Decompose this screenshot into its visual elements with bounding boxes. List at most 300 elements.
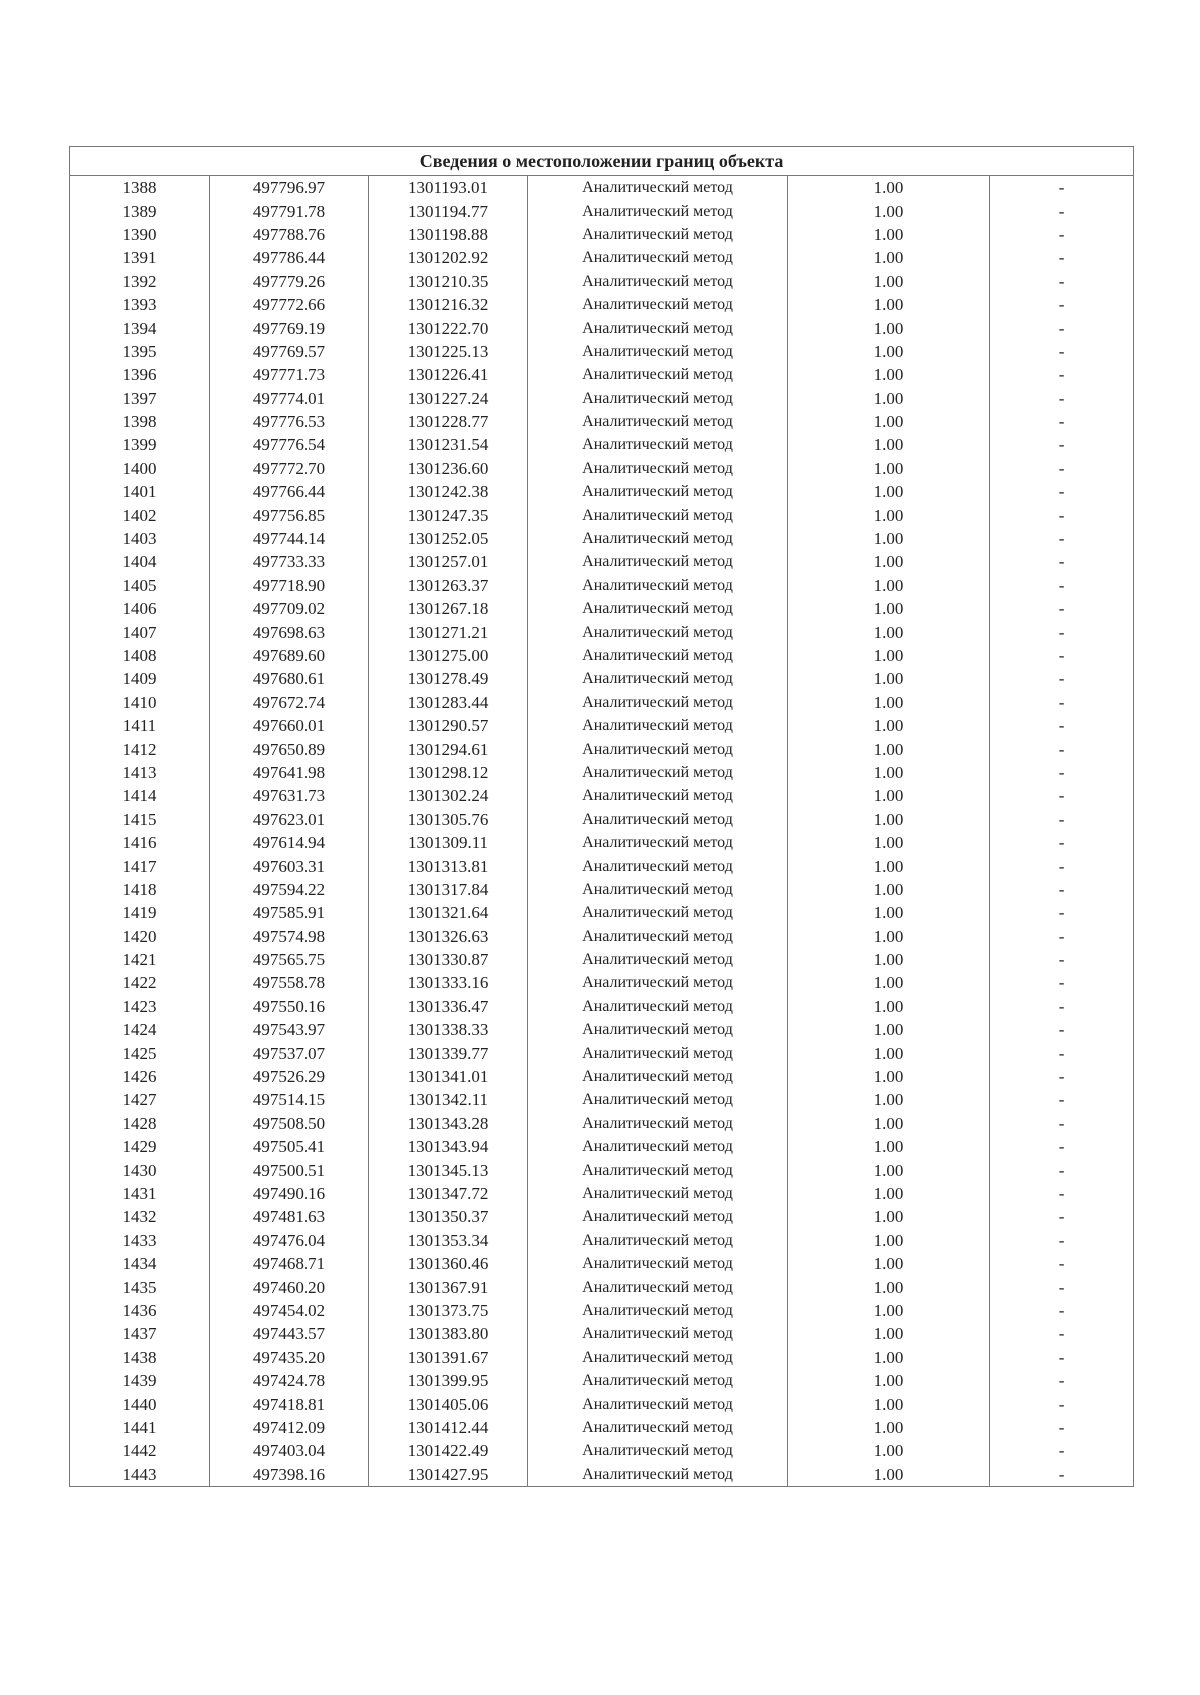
cell-point-number: 1440 bbox=[70, 1392, 210, 1415]
cell-coord-x: 497709.02 bbox=[210, 597, 369, 620]
cell-note: - bbox=[990, 293, 1134, 316]
cell-accuracy: 1.00 bbox=[788, 480, 990, 503]
cell-coord-x: 497774.01 bbox=[210, 387, 369, 410]
table-body bbox=[70, 176, 1134, 1487]
cell-point-number: 1411 bbox=[70, 714, 210, 737]
cell-coord-x: 497418.81 bbox=[210, 1392, 369, 1415]
cell-coord-x: 497791.78 bbox=[210, 199, 369, 222]
cell-accuracy: 1.00 bbox=[788, 878, 990, 901]
cell-coord-y: 1301391.67 bbox=[369, 1346, 528, 1369]
cell-coord-x: 497776.53 bbox=[210, 410, 369, 433]
cell-coord-x: 497672.74 bbox=[210, 691, 369, 714]
cell-note: - bbox=[990, 433, 1134, 456]
cell-point-number: 1443 bbox=[70, 1462, 210, 1486]
cell-point-number: 1389 bbox=[70, 199, 210, 222]
cell-coord-y: 1301412.44 bbox=[369, 1416, 528, 1439]
table-row bbox=[70, 1182, 1134, 1205]
cell-accuracy: 1.00 bbox=[788, 433, 990, 456]
cell-note: - bbox=[990, 1346, 1134, 1369]
cell-note: - bbox=[990, 714, 1134, 737]
cell-method: Аналитический метод bbox=[528, 246, 788, 269]
table-title: Сведения о местоположении границ объекта bbox=[70, 147, 1134, 176]
cell-accuracy: 1.00 bbox=[788, 691, 990, 714]
cell-accuracy: 1.00 bbox=[788, 1416, 990, 1439]
cell-coord-x: 497594.22 bbox=[210, 878, 369, 901]
cell-coord-x: 497680.61 bbox=[210, 667, 369, 690]
cell-accuracy: 1.00 bbox=[788, 901, 990, 924]
table-row bbox=[70, 433, 1134, 456]
cell-point-number: 1406 bbox=[70, 597, 210, 620]
cell-point-number: 1399 bbox=[70, 433, 210, 456]
table-row bbox=[70, 199, 1134, 222]
cell-accuracy: 1.00 bbox=[788, 550, 990, 573]
cell-point-number: 1400 bbox=[70, 457, 210, 480]
cell-accuracy: 1.00 bbox=[788, 995, 990, 1018]
table-row bbox=[70, 550, 1134, 573]
table-row bbox=[70, 667, 1134, 690]
cell-coord-y: 1301225.13 bbox=[369, 340, 528, 363]
table-row bbox=[70, 925, 1134, 948]
cell-note: - bbox=[990, 1392, 1134, 1415]
table-row bbox=[70, 1439, 1134, 1462]
cell-coord-x: 497788.76 bbox=[210, 223, 369, 246]
table-row bbox=[70, 176, 1134, 200]
cell-accuracy: 1.00 bbox=[788, 667, 990, 690]
cell-point-number: 1420 bbox=[70, 925, 210, 948]
cell-accuracy: 1.00 bbox=[788, 1275, 990, 1298]
cell-coord-y: 1301198.88 bbox=[369, 223, 528, 246]
cell-coord-y: 1301405.06 bbox=[369, 1392, 528, 1415]
table-row bbox=[70, 363, 1134, 386]
cell-point-number: 1441 bbox=[70, 1416, 210, 1439]
cell-note: - bbox=[990, 480, 1134, 503]
table-row bbox=[70, 1416, 1134, 1439]
cell-point-number: 1413 bbox=[70, 761, 210, 784]
cell-point-number: 1408 bbox=[70, 644, 210, 667]
cell-method: Аналитический метод bbox=[528, 667, 788, 690]
cell-coord-y: 1301257.01 bbox=[369, 550, 528, 573]
cell-accuracy: 1.00 bbox=[788, 1182, 990, 1205]
cell-coord-y: 1301226.41 bbox=[369, 363, 528, 386]
cell-accuracy: 1.00 bbox=[788, 199, 990, 222]
cell-method: Аналитический метод bbox=[528, 1112, 788, 1135]
cell-coord-x: 497490.16 bbox=[210, 1182, 369, 1205]
cell-coord-x: 497505.41 bbox=[210, 1135, 369, 1158]
cell-accuracy: 1.00 bbox=[788, 644, 990, 667]
table-row bbox=[70, 293, 1134, 316]
cell-accuracy: 1.00 bbox=[788, 1346, 990, 1369]
cell-accuracy: 1.00 bbox=[788, 1462, 990, 1486]
table-row bbox=[70, 1229, 1134, 1252]
cell-note: - bbox=[990, 199, 1134, 222]
cell-coord-y: 1301278.49 bbox=[369, 667, 528, 690]
cell-accuracy: 1.00 bbox=[788, 714, 990, 737]
table-row bbox=[70, 1462, 1134, 1486]
cell-accuracy: 1.00 bbox=[788, 1252, 990, 1275]
table-row bbox=[70, 620, 1134, 643]
table-row bbox=[70, 1275, 1134, 1298]
cell-coord-x: 497744.14 bbox=[210, 527, 369, 550]
cell-note: - bbox=[990, 1088, 1134, 1111]
cell-point-number: 1396 bbox=[70, 363, 210, 386]
cell-coord-y: 1301383.80 bbox=[369, 1322, 528, 1345]
cell-note: - bbox=[990, 316, 1134, 339]
cell-point-number: 1418 bbox=[70, 878, 210, 901]
cell-coord-x: 497424.78 bbox=[210, 1369, 369, 1392]
cell-accuracy: 1.00 bbox=[788, 597, 990, 620]
table-row bbox=[70, 878, 1134, 901]
cell-point-number: 1438 bbox=[70, 1346, 210, 1369]
cell-coord-x: 497550.16 bbox=[210, 995, 369, 1018]
cell-coord-y: 1301350.37 bbox=[369, 1205, 528, 1228]
table-row bbox=[70, 316, 1134, 339]
cell-point-number: 1401 bbox=[70, 480, 210, 503]
table-row bbox=[70, 1088, 1134, 1111]
cell-accuracy: 1.00 bbox=[788, 457, 990, 480]
cell-method: Аналитический метод bbox=[528, 316, 788, 339]
cell-method: Аналитический метод bbox=[528, 831, 788, 854]
cell-coord-x: 497398.16 bbox=[210, 1462, 369, 1486]
cell-note: - bbox=[990, 1158, 1134, 1181]
table-row bbox=[70, 270, 1134, 293]
table-row bbox=[70, 784, 1134, 807]
cell-accuracy: 1.00 bbox=[788, 574, 990, 597]
cell-note: - bbox=[990, 737, 1134, 760]
cell-point-number: 1390 bbox=[70, 223, 210, 246]
cell-coord-y: 1301305.76 bbox=[369, 808, 528, 831]
cell-accuracy: 1.00 bbox=[788, 270, 990, 293]
cell-note: - bbox=[990, 995, 1134, 1018]
cell-note: - bbox=[990, 620, 1134, 643]
cell-method: Аналитический метод bbox=[528, 176, 788, 200]
cell-accuracy: 1.00 bbox=[788, 1392, 990, 1415]
cell-accuracy: 1.00 bbox=[788, 1041, 990, 1064]
cell-point-number: 1391 bbox=[70, 246, 210, 269]
cell-note: - bbox=[990, 1018, 1134, 1041]
cell-method: Аналитический метод bbox=[528, 480, 788, 503]
cell-method: Аналитический метод bbox=[528, 293, 788, 316]
cell-method: Аналитический метод bbox=[528, 363, 788, 386]
table-row bbox=[70, 1346, 1134, 1369]
cell-note: - bbox=[990, 1065, 1134, 1088]
cell-note: - bbox=[990, 1229, 1134, 1252]
table-row bbox=[70, 1252, 1134, 1275]
cell-point-number: 1410 bbox=[70, 691, 210, 714]
cell-note: - bbox=[990, 784, 1134, 807]
cell-point-number: 1421 bbox=[70, 948, 210, 971]
table-row bbox=[70, 1041, 1134, 1064]
cell-coord-y: 1301298.12 bbox=[369, 761, 528, 784]
table-row bbox=[70, 527, 1134, 550]
cell-accuracy: 1.00 bbox=[788, 784, 990, 807]
cell-point-number: 1407 bbox=[70, 620, 210, 643]
cell-accuracy: 1.00 bbox=[788, 503, 990, 526]
cell-method: Аналитический метод bbox=[528, 737, 788, 760]
cell-coord-x: 497403.04 bbox=[210, 1439, 369, 1462]
cell-point-number: 1417 bbox=[70, 854, 210, 877]
cell-coord-y: 1301360.46 bbox=[369, 1252, 528, 1275]
cell-point-number: 1434 bbox=[70, 1252, 210, 1275]
cell-point-number: 1392 bbox=[70, 270, 210, 293]
cell-method: Аналитический метод bbox=[528, 1252, 788, 1275]
table-row bbox=[70, 410, 1134, 433]
cell-coord-x: 497786.44 bbox=[210, 246, 369, 269]
cell-note: - bbox=[990, 270, 1134, 293]
cell-coord-y: 1301317.84 bbox=[369, 878, 528, 901]
cell-note: - bbox=[990, 1462, 1134, 1486]
cell-accuracy: 1.00 bbox=[788, 1205, 990, 1228]
cell-accuracy: 1.00 bbox=[788, 737, 990, 760]
cell-method: Аналитический метод bbox=[528, 1088, 788, 1111]
cell-coord-y: 1301283.44 bbox=[369, 691, 528, 714]
cell-note: - bbox=[990, 387, 1134, 410]
cell-point-number: 1412 bbox=[70, 737, 210, 760]
cell-method: Аналитический метод bbox=[528, 1392, 788, 1415]
cell-point-number: 1432 bbox=[70, 1205, 210, 1228]
cell-method: Аналитический метод bbox=[528, 901, 788, 924]
cell-method: Аналитический метод bbox=[528, 1065, 788, 1088]
cell-coord-y: 1301321.64 bbox=[369, 901, 528, 924]
cell-point-number: 1393 bbox=[70, 293, 210, 316]
table-row bbox=[70, 387, 1134, 410]
cell-coord-x: 497660.01 bbox=[210, 714, 369, 737]
cell-accuracy: 1.00 bbox=[788, 316, 990, 339]
cell-coord-y: 1301343.28 bbox=[369, 1112, 528, 1135]
cell-note: - bbox=[990, 1439, 1134, 1462]
cell-point-number: 1428 bbox=[70, 1112, 210, 1135]
cell-note: - bbox=[990, 223, 1134, 246]
cell-point-number: 1429 bbox=[70, 1135, 210, 1158]
cell-point-number: 1426 bbox=[70, 1065, 210, 1088]
cell-note: - bbox=[990, 691, 1134, 714]
cell-note: - bbox=[990, 1182, 1134, 1205]
cell-accuracy: 1.00 bbox=[788, 387, 990, 410]
cell-accuracy: 1.00 bbox=[788, 410, 990, 433]
table-row bbox=[70, 854, 1134, 877]
cell-point-number: 1433 bbox=[70, 1229, 210, 1252]
table-row bbox=[70, 597, 1134, 620]
table-row bbox=[70, 1205, 1134, 1228]
cell-coord-x: 497698.63 bbox=[210, 620, 369, 643]
cell-coord-x: 497766.44 bbox=[210, 480, 369, 503]
cell-coord-x: 497558.78 bbox=[210, 971, 369, 994]
cell-point-number: 1424 bbox=[70, 1018, 210, 1041]
cell-note: - bbox=[990, 667, 1134, 690]
table-row bbox=[70, 831, 1134, 854]
cell-note: - bbox=[990, 503, 1134, 526]
cell-coord-y: 1301330.87 bbox=[369, 948, 528, 971]
cell-method: Аналитический метод bbox=[528, 784, 788, 807]
cell-note: - bbox=[990, 761, 1134, 784]
boundary-table bbox=[69, 146, 1134, 1487]
cell-note: - bbox=[990, 878, 1134, 901]
table-row bbox=[70, 1112, 1134, 1135]
table-title-row bbox=[70, 147, 1134, 176]
cell-method: Аналитический метод bbox=[528, 714, 788, 737]
table-row bbox=[70, 1018, 1134, 1041]
cell-coord-x: 497543.97 bbox=[210, 1018, 369, 1041]
cell-point-number: 1430 bbox=[70, 1158, 210, 1181]
cell-coord-x: 497776.54 bbox=[210, 433, 369, 456]
cell-coord-y: 1301353.34 bbox=[369, 1229, 528, 1252]
cell-point-number: 1394 bbox=[70, 316, 210, 339]
cell-note: - bbox=[990, 527, 1134, 550]
cell-note: - bbox=[990, 363, 1134, 386]
cell-point-number: 1436 bbox=[70, 1299, 210, 1322]
cell-accuracy: 1.00 bbox=[788, 761, 990, 784]
cell-coord-y: 1301427.95 bbox=[369, 1462, 528, 1486]
table-row bbox=[70, 1392, 1134, 1415]
cell-point-number: 1437 bbox=[70, 1322, 210, 1345]
cell-coord-y: 1301231.54 bbox=[369, 433, 528, 456]
cell-note: - bbox=[990, 1135, 1134, 1158]
cell-method: Аналитический метод bbox=[528, 433, 788, 456]
cell-method: Аналитический метод bbox=[528, 457, 788, 480]
cell-method: Аналитический метод bbox=[528, 1229, 788, 1252]
cell-method: Аналитический метод bbox=[528, 410, 788, 433]
cell-note: - bbox=[990, 1299, 1134, 1322]
cell-coord-y: 1301242.38 bbox=[369, 480, 528, 503]
cell-coord-y: 1301193.01 bbox=[369, 176, 528, 200]
cell-coord-y: 1301313.81 bbox=[369, 854, 528, 877]
cell-coord-x: 497772.70 bbox=[210, 457, 369, 480]
table-row bbox=[70, 644, 1134, 667]
cell-point-number: 1416 bbox=[70, 831, 210, 854]
cell-method: Аналитический метод bbox=[528, 948, 788, 971]
cell-method: Аналитический метод bbox=[528, 1158, 788, 1181]
cell-point-number: 1422 bbox=[70, 971, 210, 994]
cell-coord-y: 1301294.61 bbox=[369, 737, 528, 760]
cell-note: - bbox=[990, 1112, 1134, 1135]
cell-accuracy: 1.00 bbox=[788, 1369, 990, 1392]
cell-note: - bbox=[990, 1369, 1134, 1392]
cell-coord-y: 1301290.57 bbox=[369, 714, 528, 737]
table-row bbox=[70, 1065, 1134, 1088]
cell-accuracy: 1.00 bbox=[788, 340, 990, 363]
cell-point-number: 1442 bbox=[70, 1439, 210, 1462]
cell-coord-x: 497772.66 bbox=[210, 293, 369, 316]
cell-method: Аналитический метод bbox=[528, 1205, 788, 1228]
cell-coord-y: 1301309.11 bbox=[369, 831, 528, 854]
cell-coord-y: 1301343.94 bbox=[369, 1135, 528, 1158]
cell-method: Аналитический метод bbox=[528, 1182, 788, 1205]
cell-method: Аналитический метод bbox=[528, 854, 788, 877]
cell-note: - bbox=[990, 597, 1134, 620]
cell-accuracy: 1.00 bbox=[788, 1322, 990, 1345]
table-row bbox=[70, 1369, 1134, 1392]
cell-coord-y: 1301252.05 bbox=[369, 527, 528, 550]
cell-method: Аналитический метод bbox=[528, 387, 788, 410]
cell-accuracy: 1.00 bbox=[788, 363, 990, 386]
cell-coord-y: 1301222.70 bbox=[369, 316, 528, 339]
cell-coord-x: 497718.90 bbox=[210, 574, 369, 597]
cell-coord-y: 1301422.49 bbox=[369, 1439, 528, 1462]
table-row bbox=[70, 808, 1134, 831]
cell-coord-y: 1301347.72 bbox=[369, 1182, 528, 1205]
cell-coord-y: 1301373.75 bbox=[369, 1299, 528, 1322]
table-row bbox=[70, 503, 1134, 526]
cell-note: - bbox=[990, 831, 1134, 854]
cell-method: Аналитический метод bbox=[528, 995, 788, 1018]
cell-coord-x: 497769.19 bbox=[210, 316, 369, 339]
cell-coord-x: 497565.75 bbox=[210, 948, 369, 971]
cell-coord-x: 497756.85 bbox=[210, 503, 369, 526]
cell-coord-y: 1301202.92 bbox=[369, 246, 528, 269]
cell-coord-x: 497454.02 bbox=[210, 1299, 369, 1322]
table-row bbox=[70, 1158, 1134, 1181]
cell-point-number: 1405 bbox=[70, 574, 210, 597]
cell-point-number: 1395 bbox=[70, 340, 210, 363]
cell-accuracy: 1.00 bbox=[788, 527, 990, 550]
cell-note: - bbox=[990, 550, 1134, 573]
cell-coord-x: 497614.94 bbox=[210, 831, 369, 854]
cell-point-number: 1431 bbox=[70, 1182, 210, 1205]
cell-method: Аналитический метод bbox=[528, 574, 788, 597]
cell-note: - bbox=[990, 925, 1134, 948]
cell-coord-y: 1301247.35 bbox=[369, 503, 528, 526]
cell-method: Аналитический метод bbox=[528, 1369, 788, 1392]
cell-accuracy: 1.00 bbox=[788, 176, 990, 200]
cell-method: Аналитический метод bbox=[528, 223, 788, 246]
cell-method: Аналитический метод bbox=[528, 1275, 788, 1298]
table-row bbox=[70, 457, 1134, 480]
cell-point-number: 1435 bbox=[70, 1275, 210, 1298]
cell-accuracy: 1.00 bbox=[788, 925, 990, 948]
cell-coord-x: 497468.71 bbox=[210, 1252, 369, 1275]
cell-coord-y: 1301263.37 bbox=[369, 574, 528, 597]
cell-accuracy: 1.00 bbox=[788, 1065, 990, 1088]
cell-method: Аналитический метод bbox=[528, 644, 788, 667]
cell-accuracy: 1.00 bbox=[788, 1158, 990, 1181]
cell-point-number: 1427 bbox=[70, 1088, 210, 1111]
cell-note: - bbox=[990, 1041, 1134, 1064]
cell-accuracy: 1.00 bbox=[788, 1299, 990, 1322]
cell-coord-y: 1301341.01 bbox=[369, 1065, 528, 1088]
cell-coord-x: 497514.15 bbox=[210, 1088, 369, 1111]
table-row bbox=[70, 971, 1134, 994]
cell-accuracy: 1.00 bbox=[788, 620, 990, 643]
cell-coord-y: 1301367.91 bbox=[369, 1275, 528, 1298]
cell-point-number: 1415 bbox=[70, 808, 210, 831]
cell-coord-y: 1301302.24 bbox=[369, 784, 528, 807]
cell-coord-x: 497585.91 bbox=[210, 901, 369, 924]
cell-coord-y: 1301228.77 bbox=[369, 410, 528, 433]
cell-coord-y: 1301399.95 bbox=[369, 1369, 528, 1392]
cell-accuracy: 1.00 bbox=[788, 948, 990, 971]
table-row bbox=[70, 901, 1134, 924]
cell-coord-x: 497623.01 bbox=[210, 808, 369, 831]
cell-coord-x: 497769.57 bbox=[210, 340, 369, 363]
cell-note: - bbox=[990, 410, 1134, 433]
cell-coord-x: 497435.20 bbox=[210, 1346, 369, 1369]
cell-method: Аналитический метод bbox=[528, 503, 788, 526]
cell-coord-y: 1301333.16 bbox=[369, 971, 528, 994]
cell-note: - bbox=[990, 176, 1134, 200]
cell-accuracy: 1.00 bbox=[788, 1018, 990, 1041]
cell-point-number: 1404 bbox=[70, 550, 210, 573]
cell-method: Аналитический метод bbox=[528, 1439, 788, 1462]
cell-coord-y: 1301267.18 bbox=[369, 597, 528, 620]
cell-method: Аналитический метод bbox=[528, 1346, 788, 1369]
cell-coord-x: 497460.20 bbox=[210, 1275, 369, 1298]
cell-coord-x: 497476.04 bbox=[210, 1229, 369, 1252]
cell-note: - bbox=[990, 457, 1134, 480]
cell-method: Аналитический метод bbox=[528, 878, 788, 901]
cell-method: Аналитический метод bbox=[528, 597, 788, 620]
cell-note: - bbox=[990, 901, 1134, 924]
cell-method: Аналитический метод bbox=[528, 808, 788, 831]
cell-point-number: 1397 bbox=[70, 387, 210, 410]
